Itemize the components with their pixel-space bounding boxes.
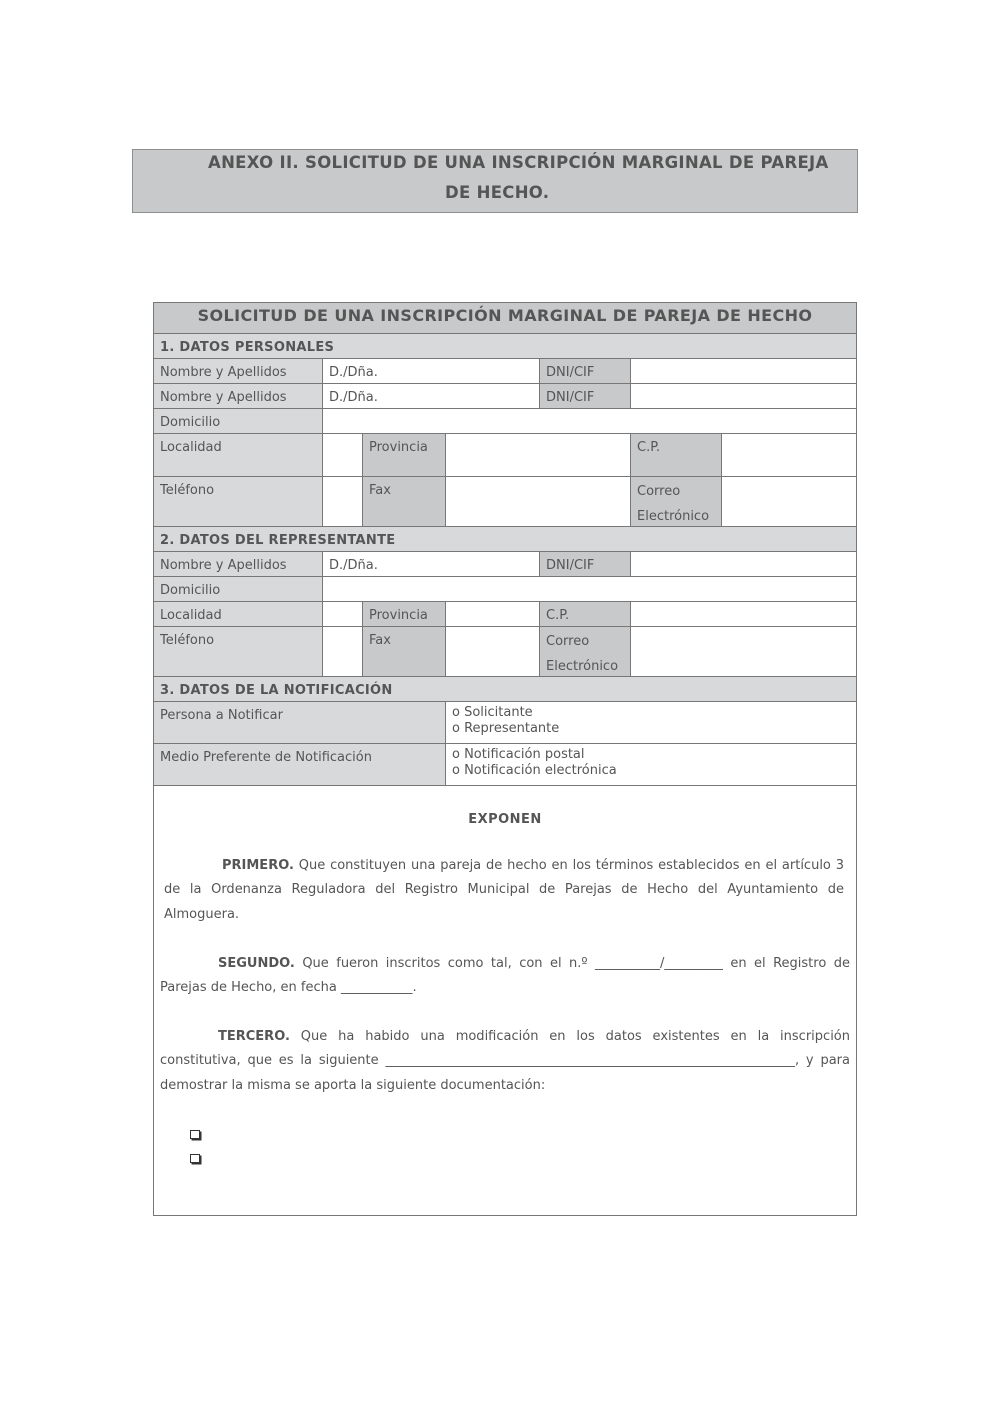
field-correo[interactable] — [722, 477, 856, 527]
label-cp: C.P. — [631, 434, 722, 477]
label-rep-telefono: Teléfono — [154, 627, 323, 677]
options-persona — [446, 702, 856, 744]
paragraph-primero — [164, 854, 844, 927]
label-rep-nombre: Nombre y Apellidos — [154, 552, 323, 577]
field-rep-domicilio[interactable] — [323, 577, 856, 602]
field-nombre-1[interactable]: D./Dña. — [323, 359, 540, 384]
label-medio-notificacion: Medio Preferente de Notificación — [154, 744, 446, 786]
label-dni-2: DNI/CIF — [540, 384, 631, 409]
field-rep-telefono[interactable] — [323, 627, 363, 677]
section-datos-personales: 1. DATOS PERSONALES — [154, 334, 856, 359]
label-rep-correo — [540, 627, 631, 677]
label-rep-dni: DNI/CIF — [540, 552, 631, 577]
label-rep-localidad: Localidad — [154, 602, 323, 627]
label-correo-line-2: Electrónico — [637, 509, 710, 524]
annex-header — [132, 149, 858, 213]
field-rep-localidad[interactable] — [323, 602, 363, 627]
label-correo-line-1: Correo — [637, 484, 681, 499]
option-solicitante[interactable]: o Solicitante — [452, 705, 533, 720]
field-nombre-2[interactable]: D./Dña. — [323, 384, 540, 409]
label-rep-correo-line-1: Correo — [546, 634, 590, 649]
label-dni-1: DNI/CIF — [540, 359, 631, 384]
document-checkbox-2[interactable] — [190, 1154, 200, 1163]
label-rep-domicilio: Domicilio — [154, 577, 323, 602]
field-rep-dni[interactable] — [631, 552, 856, 577]
label-provincia: Provincia — [363, 434, 446, 477]
field-fax[interactable] — [446, 477, 631, 527]
label-rep-cp: C.P. — [540, 602, 631, 627]
application-form — [153, 302, 857, 1216]
field-rep-nombre[interactable]: D./Dña. — [323, 552, 540, 577]
document-checkbox-1[interactable] — [190, 1130, 200, 1139]
section-datos-representante: 2. DATOS DEL REPRESENTANTE — [154, 527, 856, 552]
form-title: SOLICITUD DE UNA INSCRIPCIÓN MARGINAL DE PAREJA DE HECHO — [154, 303, 856, 334]
option-electronica[interactable]: o Notificación electrónica — [452, 763, 617, 778]
segundo-label: SEGUNDO. — [218, 956, 295, 971]
paragraph-segundo — [160, 952, 850, 1001]
label-telefono: Teléfono — [154, 477, 323, 527]
annex-title-line-2: DE HECHO. — [445, 183, 550, 202]
label-rep-correo-line-2: Electrónico — [546, 659, 619, 674]
options-medio — [446, 744, 856, 786]
exponen-heading: EXPONEN — [468, 812, 542, 827]
primero-text: Que constituyen una pareja de hecho en los términos establecidos en el artículo 3 de la Ordenanza Reguladora del Registro Municipal de Parejas de Hecho del Ayuntamiento de Almoguera. — [164, 858, 844, 922]
section-datos-notificacion: 3. DATOS DE LA NOTIFICACIÓN — [154, 677, 856, 702]
paragraph-tercero — [160, 1025, 850, 1098]
option-postal[interactable]: o Notificación postal — [452, 747, 585, 762]
option-representante[interactable]: o Representante — [452, 721, 560, 736]
label-rep-provincia: Provincia — [363, 602, 446, 627]
label-nombre-2: Nombre y Apellidos — [154, 384, 323, 409]
field-telefono[interactable] — [323, 477, 363, 527]
field-domicilio[interactable] — [323, 409, 856, 434]
tercero-label: TERCERO. — [218, 1029, 290, 1044]
label-nombre-1: Nombre y Apellidos — [154, 359, 323, 384]
field-localidad[interactable] — [323, 434, 363, 477]
field-dni-2[interactable] — [631, 384, 856, 409]
primero-label: PRIMERO. — [222, 858, 294, 873]
field-rep-cp[interactable] — [631, 602, 856, 627]
field-dni-1[interactable] — [631, 359, 856, 384]
field-rep-correo[interactable] — [631, 627, 856, 677]
label-correo — [631, 477, 722, 527]
annex-title-line-1: ANEXO II. SOLICITUD DE UNA INSCRIPCIÓN MARGINAL DE PAREJA — [208, 153, 829, 172]
label-domicilio: Domicilio — [154, 409, 323, 434]
field-rep-fax[interactable] — [446, 627, 540, 677]
label-persona-notificar: Persona a Notificar — [154, 702, 446, 744]
field-cp[interactable] — [722, 434, 856, 477]
label-rep-fax: Fax — [363, 627, 446, 677]
label-localidad: Localidad — [154, 434, 323, 477]
segundo-text: Que fueron inscritos como tal, con el n.º __________/_________ en el Registro de Parejas de Hecho, en fecha ___________. — [160, 956, 850, 996]
field-rep-provincia[interactable] — [446, 602, 540, 627]
label-fax: Fax — [363, 477, 446, 527]
tercero-text: Que ha habido una modificación en los datos existentes en la inscripción constitutiva, que es la siguiente _______________________________________________________________, y para demostrar la misma se aporta la siguiente documentación: — [160, 1029, 850, 1093]
field-provincia[interactable] — [446, 434, 631, 477]
